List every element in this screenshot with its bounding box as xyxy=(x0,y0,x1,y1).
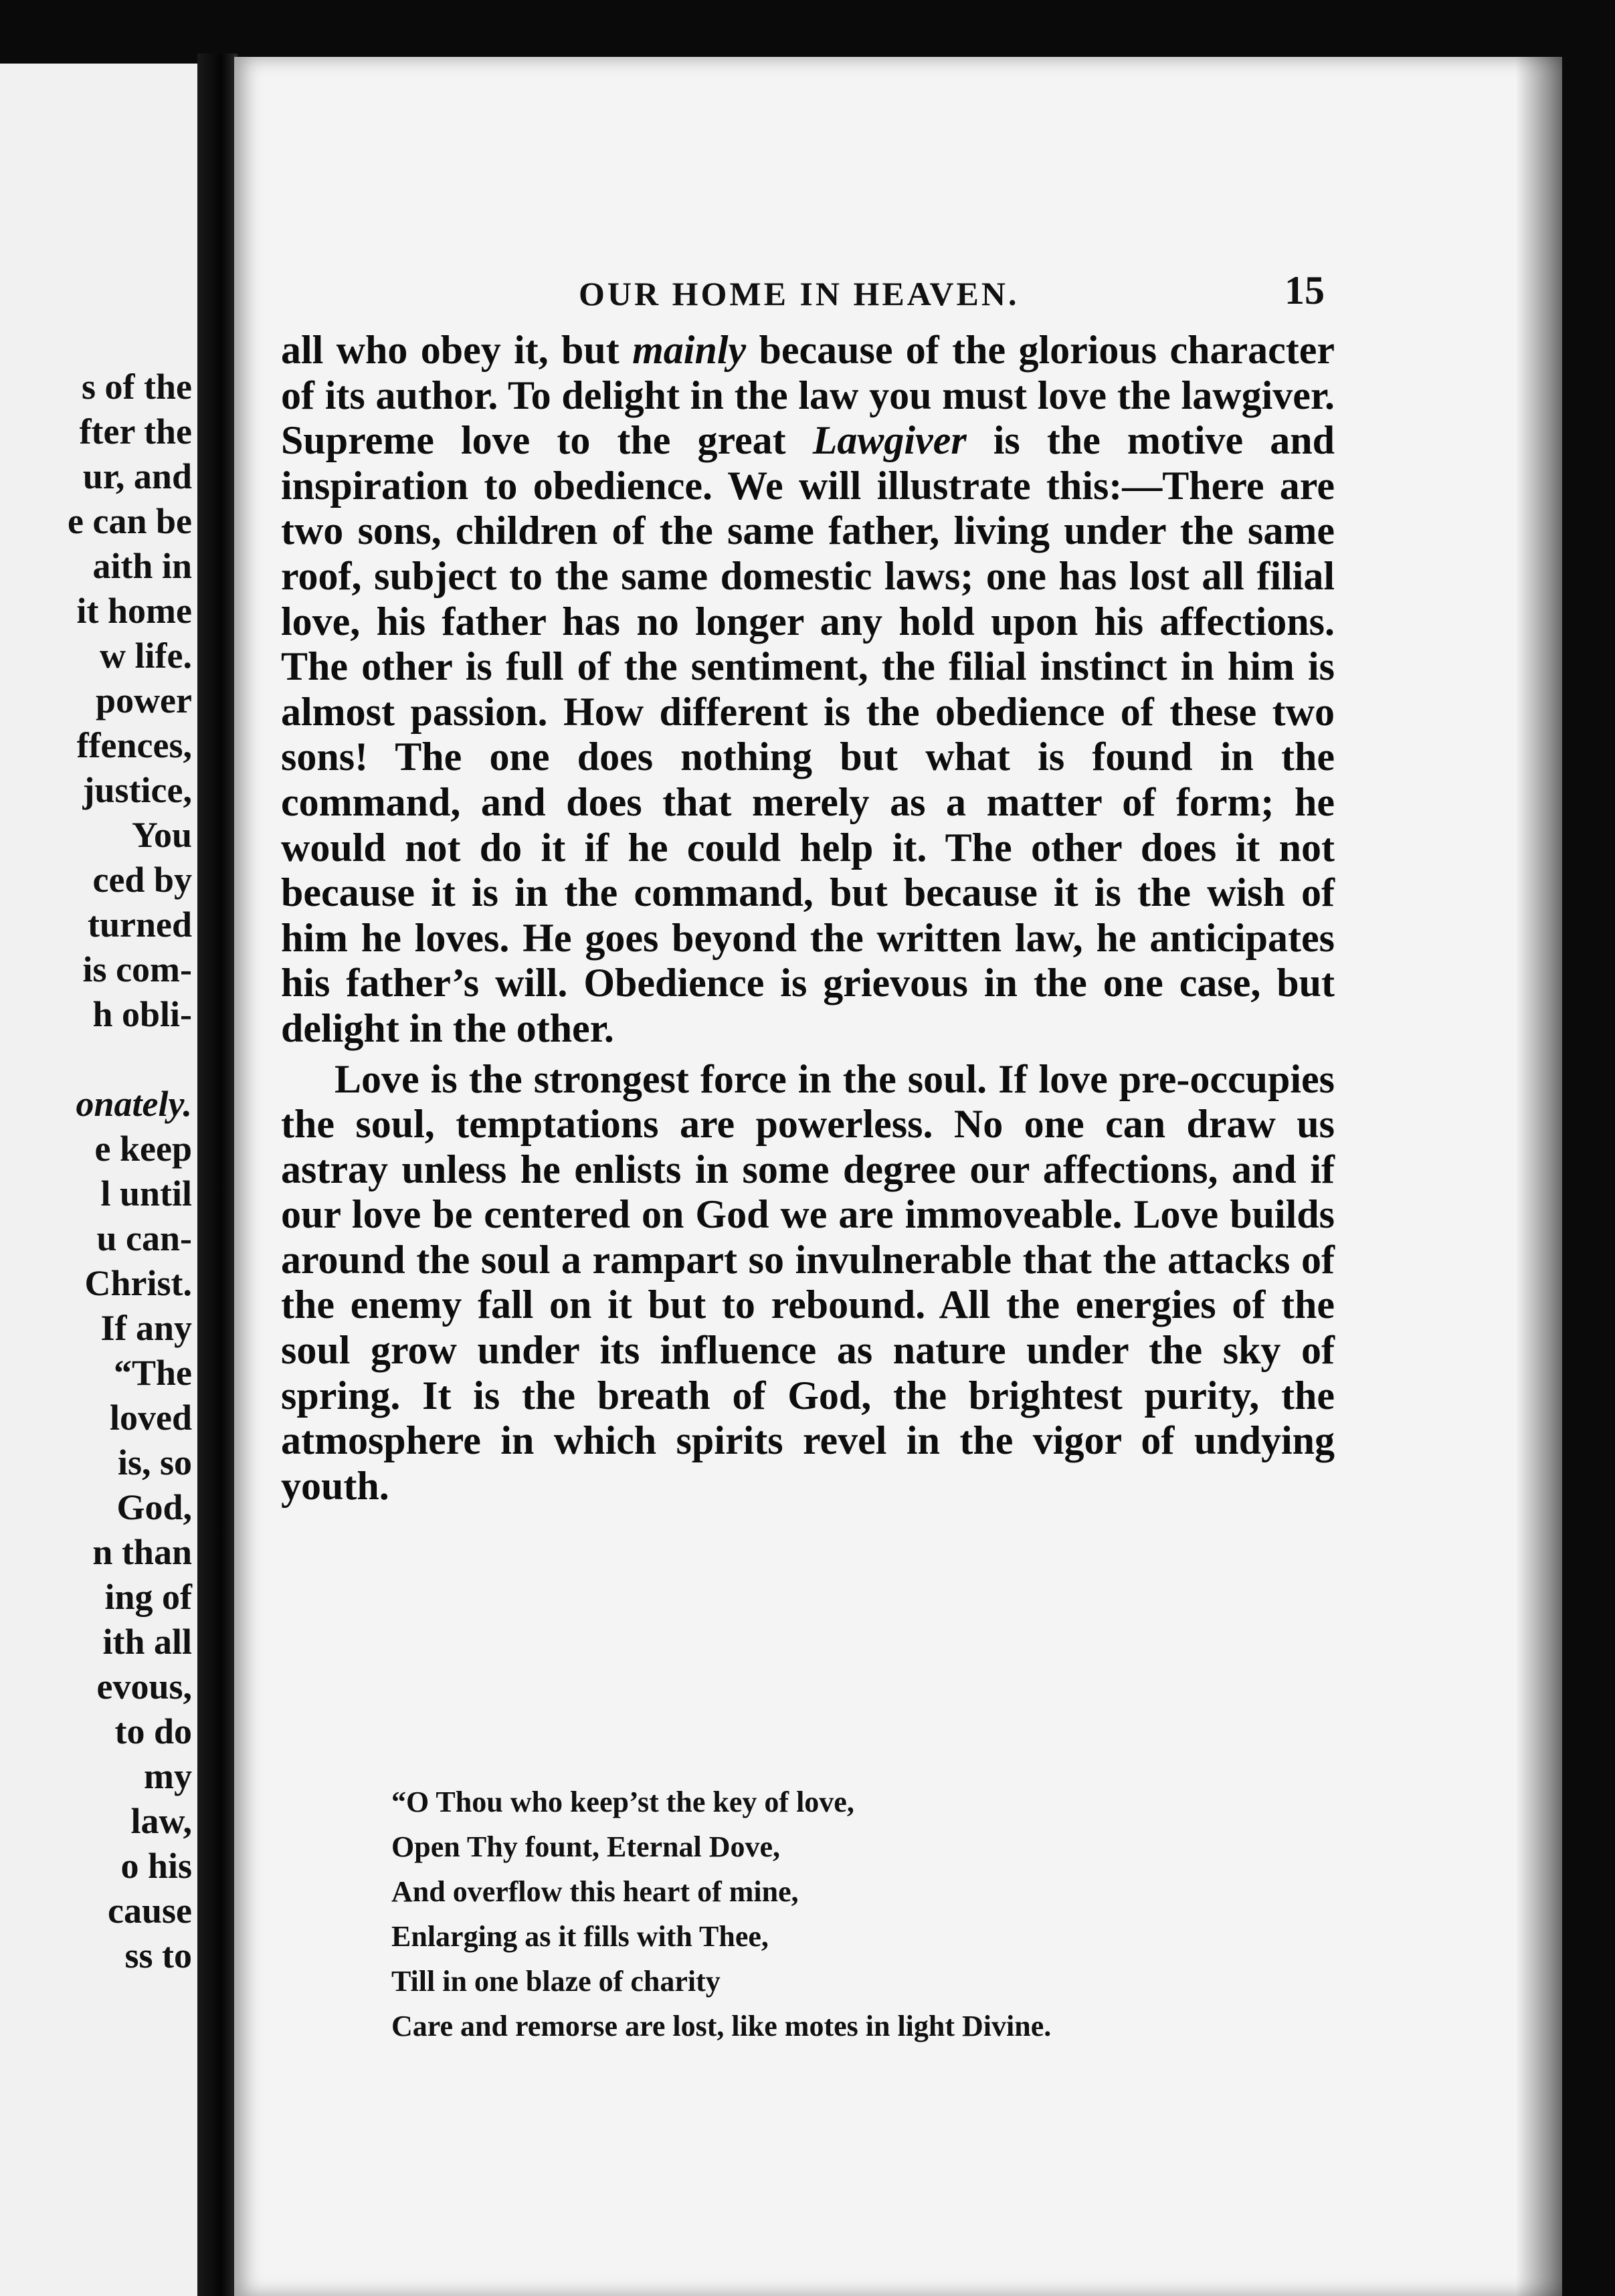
poem-line: Till in one blaze of charity xyxy=(391,1965,721,1998)
previous-page-line: l until xyxy=(100,1173,192,1214)
previous-page-line: You xyxy=(131,815,192,855)
previous-page-line: evous, xyxy=(96,1666,192,1707)
previous-page-line: fter the xyxy=(79,411,192,452)
previous-page-line: ing of xyxy=(104,1577,192,1617)
body-text xyxy=(281,328,1335,1509)
previous-page-line: ced by xyxy=(92,860,192,900)
poem-line: “O Thou who keep’st the key of love, xyxy=(391,1786,854,1818)
previous-page-line: it home xyxy=(76,591,192,631)
paragraph-1 xyxy=(281,328,1335,1052)
previous-page-line: onately. xyxy=(76,1084,192,1124)
previous-page-line: aith in xyxy=(92,546,192,586)
previous-page-line: “The xyxy=(113,1353,192,1393)
previous-page-line: law, xyxy=(130,1801,192,1841)
previous-page-line: n than xyxy=(92,1532,192,1572)
previous-page-line: justice, xyxy=(82,770,192,810)
previous-page-line: u can- xyxy=(96,1218,192,1258)
poem-line: Enlarging as it fills with Thee, xyxy=(391,1920,769,1953)
previous-page-line: e can be xyxy=(68,501,192,541)
previous-page-line: ffences, xyxy=(76,725,192,765)
previous-page-line: o his xyxy=(120,1846,192,1886)
emphasis-lawgiver: Lawgiver xyxy=(812,418,967,463)
page-number: 15 xyxy=(1285,268,1325,312)
previous-page-line: cause xyxy=(108,1891,192,1931)
previous-page-line: is com- xyxy=(82,949,192,989)
previous-page-line: ur, and xyxy=(82,456,192,496)
previous-page-line: If any xyxy=(100,1308,192,1348)
paragraph-1-part-2: because of the glorious character of its author. To delight in the law you must love the lawgiver. Supreme love to the great xyxy=(281,328,1335,463)
paragraph-2: Love is the strongest force in the soul. If love pre-occupies the soul, temptations are powerless. No one can draw us astray unless he enlists in some degree our affections, and if our love be centered on God we are immoveable. Love builds around the soul a rampart so invulnerable that the attacks of the enemy fall on it but to rebound. All the energies of the soul grow under its influence as nature under the sky of spring. It is the breath of God, the brightest purity, the atmosphere in which spirits revel in the vigor of undying youth. xyxy=(281,1056,1335,1508)
previous-page-line: is, so xyxy=(117,1442,192,1482)
previous-page-line: God, xyxy=(116,1487,192,1527)
previous-page-line: turned xyxy=(87,904,192,945)
paragraph-1-part-3: is the motive and inspiration to obedience. We will illustrate this:—There are two sons, children of the same father, living under the same roof, subject to the same domestic laws; one has lost all filial love, his father has no longer any hold upon his affections. The other is full of the sentiment, the filial instinct in him is almost passion. How different is the obedience of these two sons! The one does nothing but what is found in the command, and does that merely as a matter of form; he would not do it if he could help it. The other does it not because it is in the command, but because it is the wish of him he loves. He goes beyond the written law, he anticipates his father’s will. Obedience is grievous in the one case, but delight in the other. xyxy=(281,418,1335,1050)
book-gutter xyxy=(197,54,238,2296)
previous-page-line: w life. xyxy=(100,636,192,676)
previous-page-line: ith all xyxy=(102,1622,192,1662)
poem-line: Open Thy fount, Eternal Dove, xyxy=(391,1830,781,1863)
previous-page xyxy=(0,64,197,2296)
previous-page-line: ss to xyxy=(124,1935,192,1976)
current-page xyxy=(234,57,1562,2296)
poem-line: Care and remorse are lost, like motes in light Divine. xyxy=(391,2010,1052,2042)
previous-page-line: s of the xyxy=(82,367,192,407)
emphasis-mainly: mainly xyxy=(632,328,747,372)
previous-page-line: Christ. xyxy=(84,1263,192,1303)
previous-page-line xyxy=(68,1037,192,1082)
running-head: OUR HOME IN HEAVEN. xyxy=(579,275,1020,312)
previous-page-line: e keep xyxy=(94,1129,192,1169)
previous-page-text-fragments xyxy=(68,365,192,1978)
poem-line: And overflow this heart of mine, xyxy=(391,1875,799,1908)
previous-page-line: to do xyxy=(114,1711,192,1751)
paragraph-1-part-1: all who obey it, but xyxy=(281,328,633,372)
previous-page-line: loved xyxy=(109,1398,192,1438)
previous-page-line: h obli- xyxy=(92,994,192,1034)
poem-quotation xyxy=(391,1780,1051,2048)
previous-page-line: my xyxy=(144,1756,192,1796)
previous-page-line: power xyxy=(96,680,192,721)
